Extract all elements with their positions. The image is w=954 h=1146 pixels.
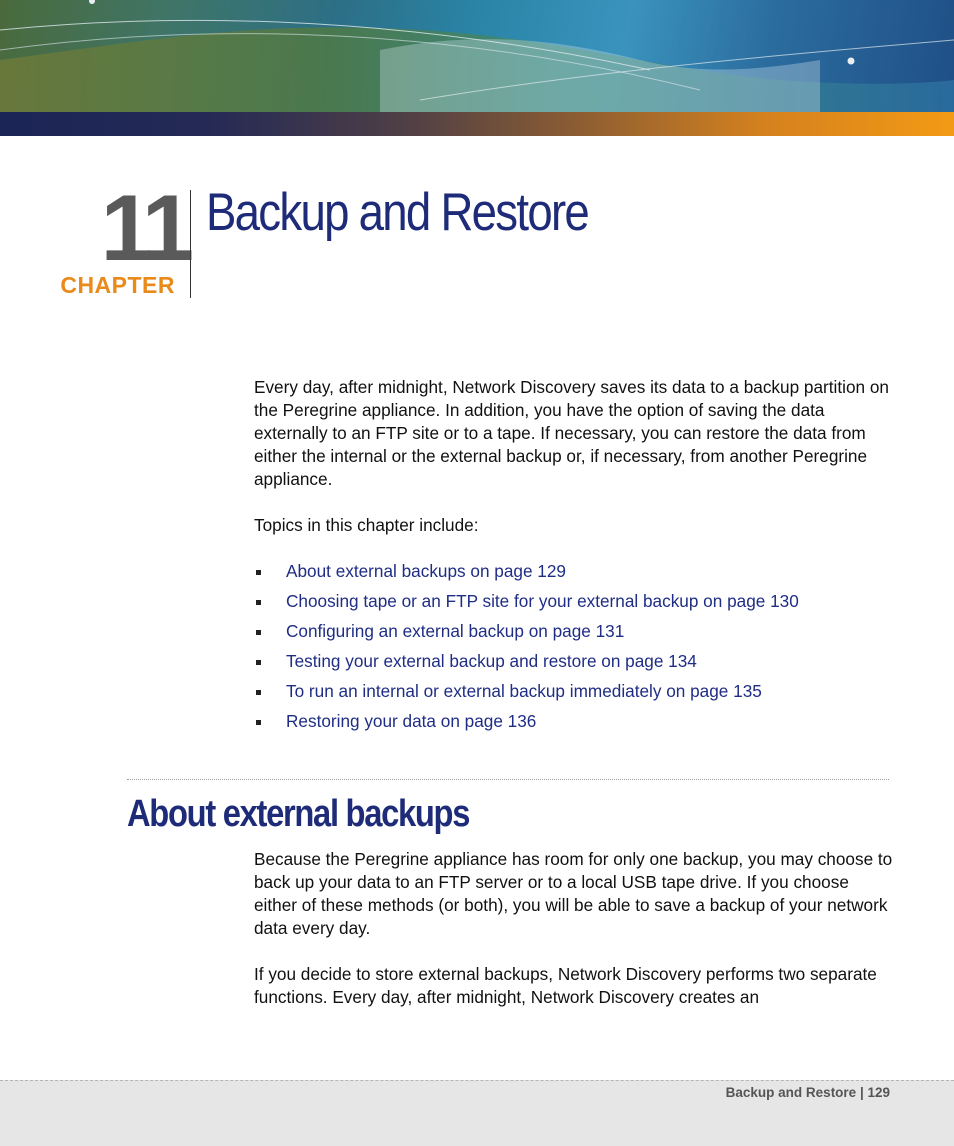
header-banner-image xyxy=(0,0,954,112)
topics-label: Topics in this chapter include: xyxy=(254,515,479,535)
list-item xyxy=(254,680,894,710)
topic-link[interactable]: Restoring your data on page 136 xyxy=(286,711,537,731)
bullet-icon xyxy=(256,600,261,605)
section-divider xyxy=(127,779,889,780)
list-item xyxy=(254,560,894,590)
topic-link[interactable]: About external backups on page 129 xyxy=(286,561,566,581)
topic-link[interactable]: Choosing tape or an FTP site for your external backup on page 130 xyxy=(286,591,799,611)
list-item xyxy=(254,620,894,650)
banner-landscape-graphic xyxy=(0,0,954,112)
header-color-strip xyxy=(0,112,954,136)
bullet-icon xyxy=(256,690,261,695)
section-paragraph-1: Because the Peregrine appliance has room for only one backup, you may choose to back up your data to an FTP server or to a local USB tape drive. If you choose either of these methods (or both), you will be able to save a backup of your network data every day. xyxy=(254,849,893,938)
section-paragraph-2: If you decide to store external backups, Network Discovery performs two separate functions. Every day, after midnight, Network Discovery creates an xyxy=(254,964,877,1007)
intro-paragraph: Every day, after midnight, Network Discovery saves its data to a backup partition on the Peregrine appliance. In addition, you have the option of saving the data externally to an FTP site or to a tape. If necessary, you can restore the data from either the internal or the external backup or, if necessary, from another Peregrine appliance. xyxy=(254,377,889,489)
chapter-number: 11 xyxy=(100,175,188,280)
bullet-icon xyxy=(256,720,261,725)
list-item xyxy=(254,590,894,620)
chapter-label: CHAPTER xyxy=(60,272,175,298)
section-heading: About external backups xyxy=(127,793,470,835)
list-item xyxy=(254,650,894,680)
bullet-icon xyxy=(256,660,261,665)
chapter-title: Backup and Restore xyxy=(206,183,589,242)
topics-list xyxy=(254,560,894,740)
topic-link[interactable]: To run an internal or external backup immediately on page 135 xyxy=(286,681,762,701)
topic-link[interactable]: Configuring an external backup on page 131 xyxy=(286,621,625,641)
bullet-icon xyxy=(256,630,261,635)
page-footer xyxy=(0,1080,954,1146)
list-item xyxy=(254,710,894,740)
topic-link[interactable]: Testing your external backup and restore on page 134 xyxy=(286,651,697,671)
footer-running-title: Backup and Restore | 129 xyxy=(725,1085,890,1100)
chapter-divider xyxy=(190,190,191,298)
bullet-icon xyxy=(256,570,261,575)
